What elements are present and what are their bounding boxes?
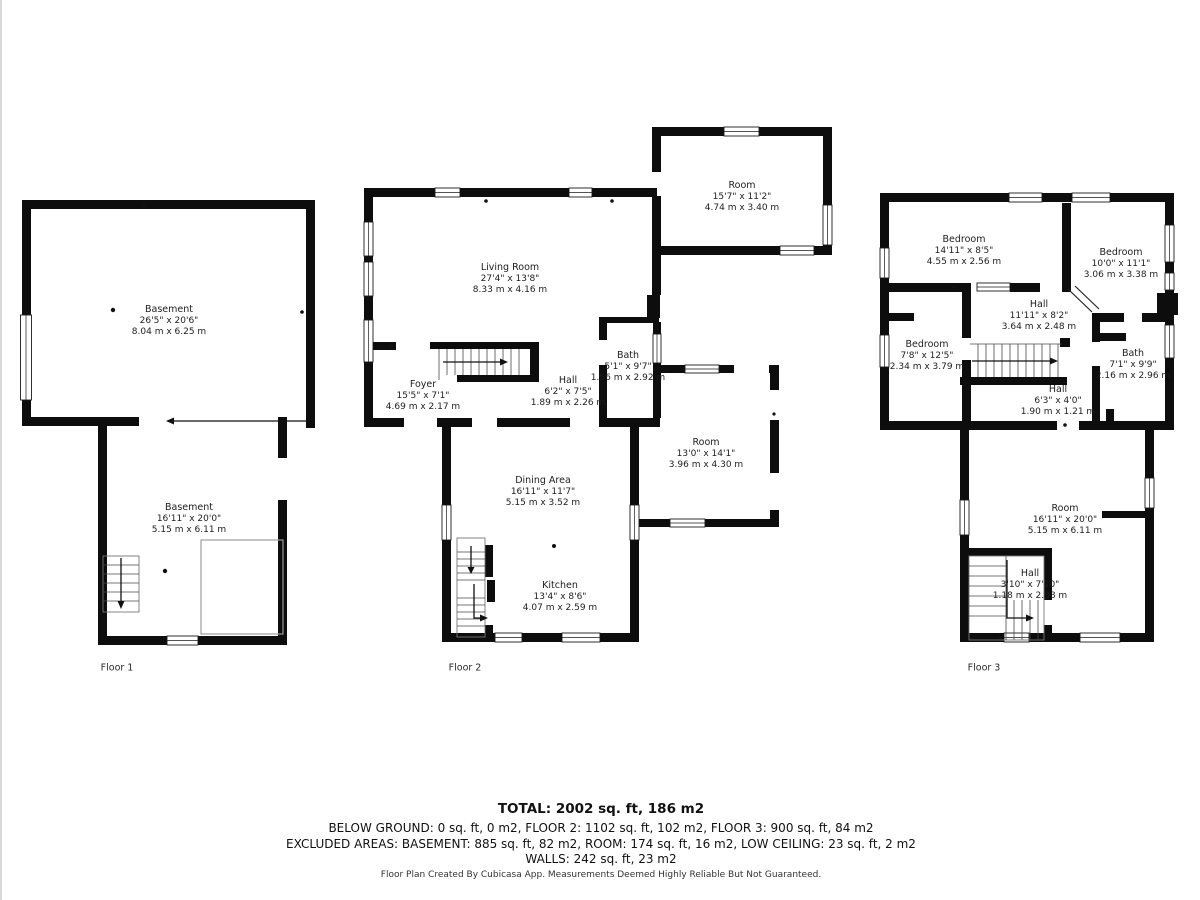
floor1-stairs [103,556,139,612]
room-dim-metric: 8.04 m x 6.25 m [131,326,207,337]
room-label-hall-bottom-f3 [993,568,1067,603]
floorplan-drawing [2,0,1200,900]
room-name: Hall [558,374,578,386]
room-dim-imperial: 5'1" x 9'7" [604,361,652,372]
room-name: Hall [1048,383,1068,395]
room-label-bedroom-1 [927,234,1001,269]
room-dim-metric: 1.90 m x 1.21 m [1020,406,1096,417]
room-name: Room [692,436,720,448]
room-dim-metric: 2.34 m x 3.79 m [889,361,965,372]
room-dim-metric: 2.16 m x 2.96 m [1095,370,1171,381]
summary-floors: BELOW GROUND: 0 sq. ft, 0 m2, FLOOR 2: 1102 sq. ft, 102 m2, FLOOR 3: 900 sq. ft, 84 m2 [328,821,874,835]
room-name: Room [728,179,756,191]
room-label-dining-area [506,475,580,510]
room-name: Foyer [409,378,437,390]
summary-total: TOTAL: 2002 sq. ft, 186 m2 [497,801,705,817]
room-label-room-f3 [1028,503,1102,538]
room-label-room-f2-top [705,180,779,215]
room-name: Basement [145,303,193,315]
room-dim-metric: 4.69 m x 2.17 m [385,401,461,412]
room-dim-imperial: 16'11" x 20'0" [1032,514,1098,525]
disclaimer: Floor Plan Created By Cubicasa App. Measurements Deemed Highly Reliable But Not Guaranteed. [380,870,822,880]
room-dim-metric: 8.33 m x 4.16 m [472,284,548,295]
room-dim-metric: 1.18 m x 2.38 m [992,590,1068,601]
room-dim-imperial: 16'11" x 11'7" [510,486,576,497]
room-dim-metric: 4.07 m x 2.59 m [522,602,598,613]
room-name: Dining Area [515,474,571,486]
room-dim-metric: 1.89 m x 2.26 m [530,397,606,408]
room-dim-metric: 3.06 m x 3.38 m [1083,269,1159,280]
room-dim-imperial: 10'0" x 11'1" [1091,258,1151,269]
room-name: Bedroom [942,233,986,245]
room-name: Basement [165,501,213,513]
room-dim-imperial: 15'7" x 11'2" [712,191,772,202]
room-dim-metric: 3.64 m x 2.48 m [1001,321,1077,332]
room-name: Hall [1020,567,1040,579]
room-dim-imperial: 26'5" x 20'6" [139,315,199,326]
room-label-hall-small-f3 [1021,384,1095,419]
floor2-kitchen-stairs [457,538,488,637]
room-name: Hall [1029,298,1049,310]
room-name: Room [1051,502,1079,514]
floor1-low-ceiling-outline [201,540,283,634]
floor3-label: Floor 3 [967,662,1001,674]
room-name: Bath [616,349,640,361]
room-label-bath-f3 [1096,348,1170,383]
room-label-basement-2 [152,502,226,537]
room-dim-imperial: 6'3" x 4'0" [1034,395,1082,406]
floor1-walls [22,200,315,645]
room-label-bedroom-3 [890,339,964,374]
room-label-basement-1 [132,304,206,339]
floor2-label: Floor 2 [448,662,482,674]
room-dim-metric: 5.15 m x 6.11 m [151,524,227,535]
room-dim-imperial: 13'4" x 8'6" [533,591,587,602]
summary-excluded: EXCLUDED AREAS: BASEMENT: 885 sq. ft, 82 m2, ROOM: 174 sq. ft, 16 m2, LOW CEILING: 23 sq. ft, 2 m2 [286,836,916,851]
room-dim-metric: 3.96 m x 4.30 m [668,459,744,470]
room-label-bedroom-2 [1084,247,1158,282]
room-name: Bath [1121,347,1145,359]
room-dim-imperial: 27'4" x 13'8" [480,273,540,284]
room-name: Bedroom [1099,246,1143,258]
room-dim-imperial: 14'11" x 8'5" [934,245,994,256]
room-dim-metric: 4.55 m x 2.56 m [926,256,1002,267]
room-dim-imperial: 16'11" x 20'0" [156,513,222,524]
room-name: Living Room [480,261,540,273]
room-dim-imperial: 7'1" x 9'9" [1109,359,1157,370]
floor1-label: Floor 1 [100,662,134,674]
room-dim-imperial: 11'11" x 8'2" [1009,310,1069,321]
room-label-hall-f3 [1002,299,1076,334]
room-dim-imperial: 3'10" x 7'10" [1000,579,1060,590]
room-name: Bedroom [905,338,949,350]
room-name: Kitchen [542,579,578,591]
room-label-room-f2-right [669,437,743,472]
floor3-upper-stairs [970,344,1062,377]
room-dim-imperial: 15'5" x 7'1" [396,390,450,401]
room-dim-metric: 1.56 m x 2.92 m [590,372,666,383]
room-label-living-room [473,262,547,297]
room-label-foyer [386,379,460,414]
floor1-windows [21,315,199,645]
room-label-kitchen [523,580,597,615]
room-dim-imperial: 13'0" x 14'1" [676,448,736,459]
area-summary [2,801,1200,868]
room-dim-metric: 4.74 m x 3.40 m [704,202,780,213]
room-dim-metric: 5.15 m x 6.11 m [1027,525,1103,536]
room-dim-imperial: 6'2" x 7'5" [544,386,592,397]
room-label-bath-f2 [591,350,665,385]
summary-walls: WALLS: 242 sq. ft, 23 m2 [525,852,677,866]
room-dim-metric: 5.15 m x 3.52 m [505,497,581,508]
room-dim-imperial: 7'8" x 12'5" [900,350,954,361]
